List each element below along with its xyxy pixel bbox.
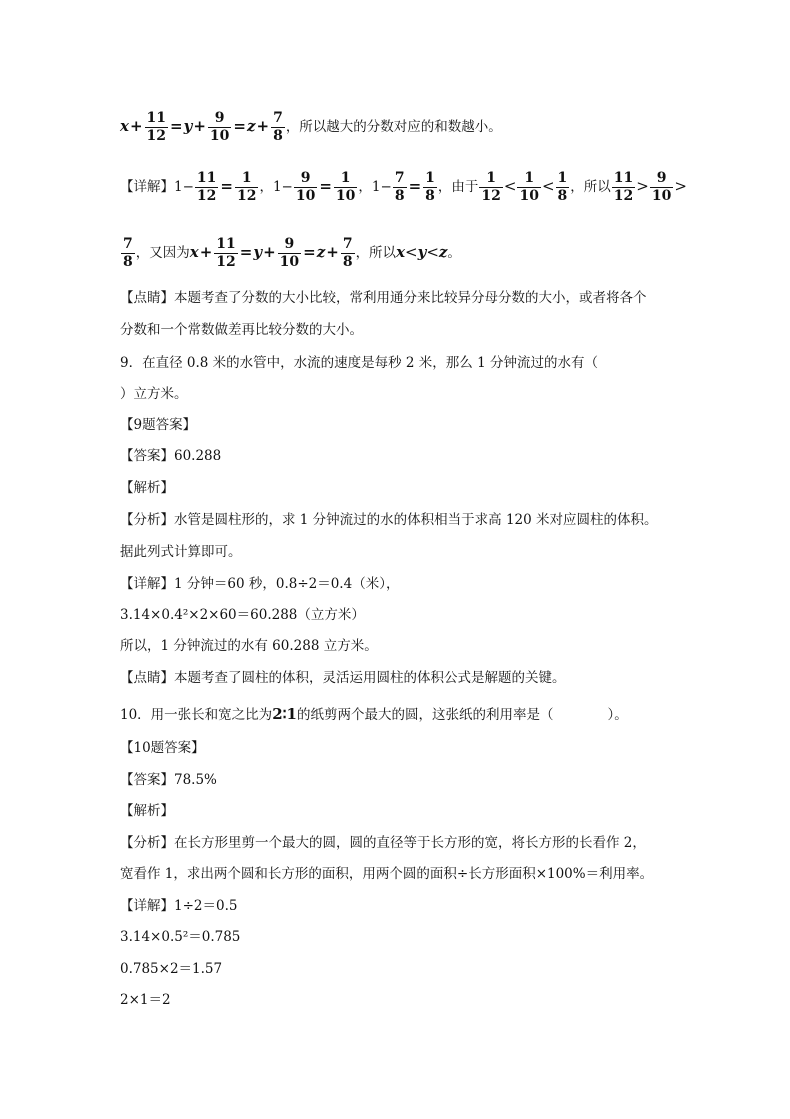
fraction-9-10: $\frac{9}{10}$ — [295, 170, 316, 204]
fraction-7-8: $\frac{7}{8}$ — [394, 170, 405, 204]
q10-answer: 【答案】78.5% — [120, 772, 217, 788]
fraction-1-8: $\frac{1}{8}$ — [557, 170, 568, 204]
comment-line-1: 【点睛】本题考查了分数的大小比较，常利用通分来比较异分母分数的大小，或者将各个 — [120, 290, 647, 306]
q9-comment: 【点睛】本题考查了圆柱的体积，灵活运用圆柱的体积公式是解题的关键。 — [120, 670, 566, 686]
line1-tail: ，所以越大的分数对应的和数越小。 — [285, 119, 502, 135]
equation-line-1: x+ $\frac{11}{12}$ =y+ $\frac{9}{10}$ =z+ $\frac{7}{8}$ ，所以越大的分数对应的和数越小。 — [120, 110, 502, 144]
q9-detail-line-3: 所以，1 分钟流过的水有 60.288 立方米。 — [120, 638, 378, 654]
fraction-1-8: $\frac{1}{8}$ — [425, 170, 435, 204]
fraction-9-10: $\frac{9}{10}$ — [279, 236, 300, 270]
var-z: z — [246, 117, 256, 135]
fraction-9-10: $\frac{9}{10}$ — [651, 170, 672, 204]
detail-conclusion-line: $\frac{7}{8}$ ，又因为x+ $\frac{11}{12}$ =y+ $\frac{9}{10}$ =z+ $\frac{7}{8}$ ，所以x<y<z。 — [123, 236, 461, 270]
ratio: 2∶1 — [272, 705, 297, 723]
q9-fenxi-line-2: 据此列式计算即可。 — [120, 544, 242, 560]
q10-detail-line-4: 2×1＝2 — [120, 992, 171, 1008]
q9-analysis: 【解析】 — [120, 480, 174, 496]
detail-label: 【详解】 — [120, 179, 174, 195]
fraction-1-12: $\frac{1}{12}$ — [481, 170, 501, 204]
q10-analysis: 【解析】 — [120, 803, 174, 819]
q10-detail-line-2: 3.14×0.5²＝0.785 — [120, 929, 241, 945]
q9-question-line-1: 9．在直径 0.8 米的水管中，水流的速度是每秒 2 米，那么 1 分钟流过的水有（ — [120, 355, 598, 371]
q9-fenxi-line-1: 【分析】水管是圆柱形的，求 1 分钟流过的水的体积相当于求高 120 米对应圆柱的体积。 — [120, 512, 658, 528]
q10-fenxi-line-1: 【分析】在长方形里剪一个最大的圆，圆的直径等于长方形的宽，将长方形的长看作 2， — [120, 835, 646, 851]
q10-detail-line-3: 0.785×2＝1.57 — [120, 961, 223, 977]
fraction-1-10: $\frac{1}{10}$ — [519, 170, 539, 204]
fraction-11-12: $\frac{11}{12}$ — [196, 170, 217, 204]
fraction-1-10: $\frac{1}{10}$ — [335, 170, 356, 204]
fraction-9-10: $\frac{9}{10}$ — [209, 110, 230, 144]
detail-comparison-line: 【详解】1− $\frac{11}{12}$ = $\frac{1}{12}$ ，1− $\frac{9}{10}$ = $\frac{1}{10}$ ，1− $\frac{7}{8}$ = $\frac{1}{8}$ ，由于 $\frac{1}{12}$ < $\frac{1}{10}$ < $\frac{1}{8}$ ，所以 $\frac{11}{12}$ > $\frac{9}{10}$ > — [120, 170, 687, 204]
fraction-7-8: $\frac{7}{8}$ — [273, 110, 283, 144]
fraction-11-12: $\frac{11}{12}$ — [613, 170, 634, 204]
q10-detail-line-1: 【详解】1÷2＝0.5 — [120, 898, 238, 914]
var-y: y — [183, 117, 193, 135]
q9-question-line-2: ）立方米。 — [120, 386, 188, 402]
q10-answer-header: 【10题答案】 — [120, 740, 205, 756]
comment-line-2: 分数和一个常数做差再比较分数的大小。 — [120, 322, 363, 338]
fraction-1-12: $\frac{1}{12}$ — [236, 170, 257, 204]
q10-fenxi-line-2: 宽看作 1，求出两个圆和长方形的面积，用两个圆的面积÷长方形面积×100%＝利用率。 — [120, 866, 654, 882]
fraction-11-12: $\frac{11}{12}$ — [216, 236, 236, 270]
fraction-11-12: $\frac{11}{12}$ — [146, 110, 167, 144]
fraction-7-8: $\frac{7}{8}$ — [342, 236, 353, 270]
q10-question: 10．用一张长和宽之比为2∶1的纸剪两个最大的圆，这张纸的利用率是（ ）。 — [120, 705, 628, 723]
q9-answer-header: 【9题答案】 — [120, 417, 197, 433]
var-x: x — [120, 117, 129, 135]
q9-detail-line-2: 3.14×0.4²×2×60＝60.288（立方米） — [120, 607, 365, 623]
q9-detail-line-1: 【详解】1 分钟＝60 秒，0.8÷2＝0.4（米）， — [120, 576, 400, 592]
fraction-7-8: $\frac{7}{8}$ — [123, 236, 133, 270]
q9-answer: 【答案】60.288 — [120, 448, 222, 464]
